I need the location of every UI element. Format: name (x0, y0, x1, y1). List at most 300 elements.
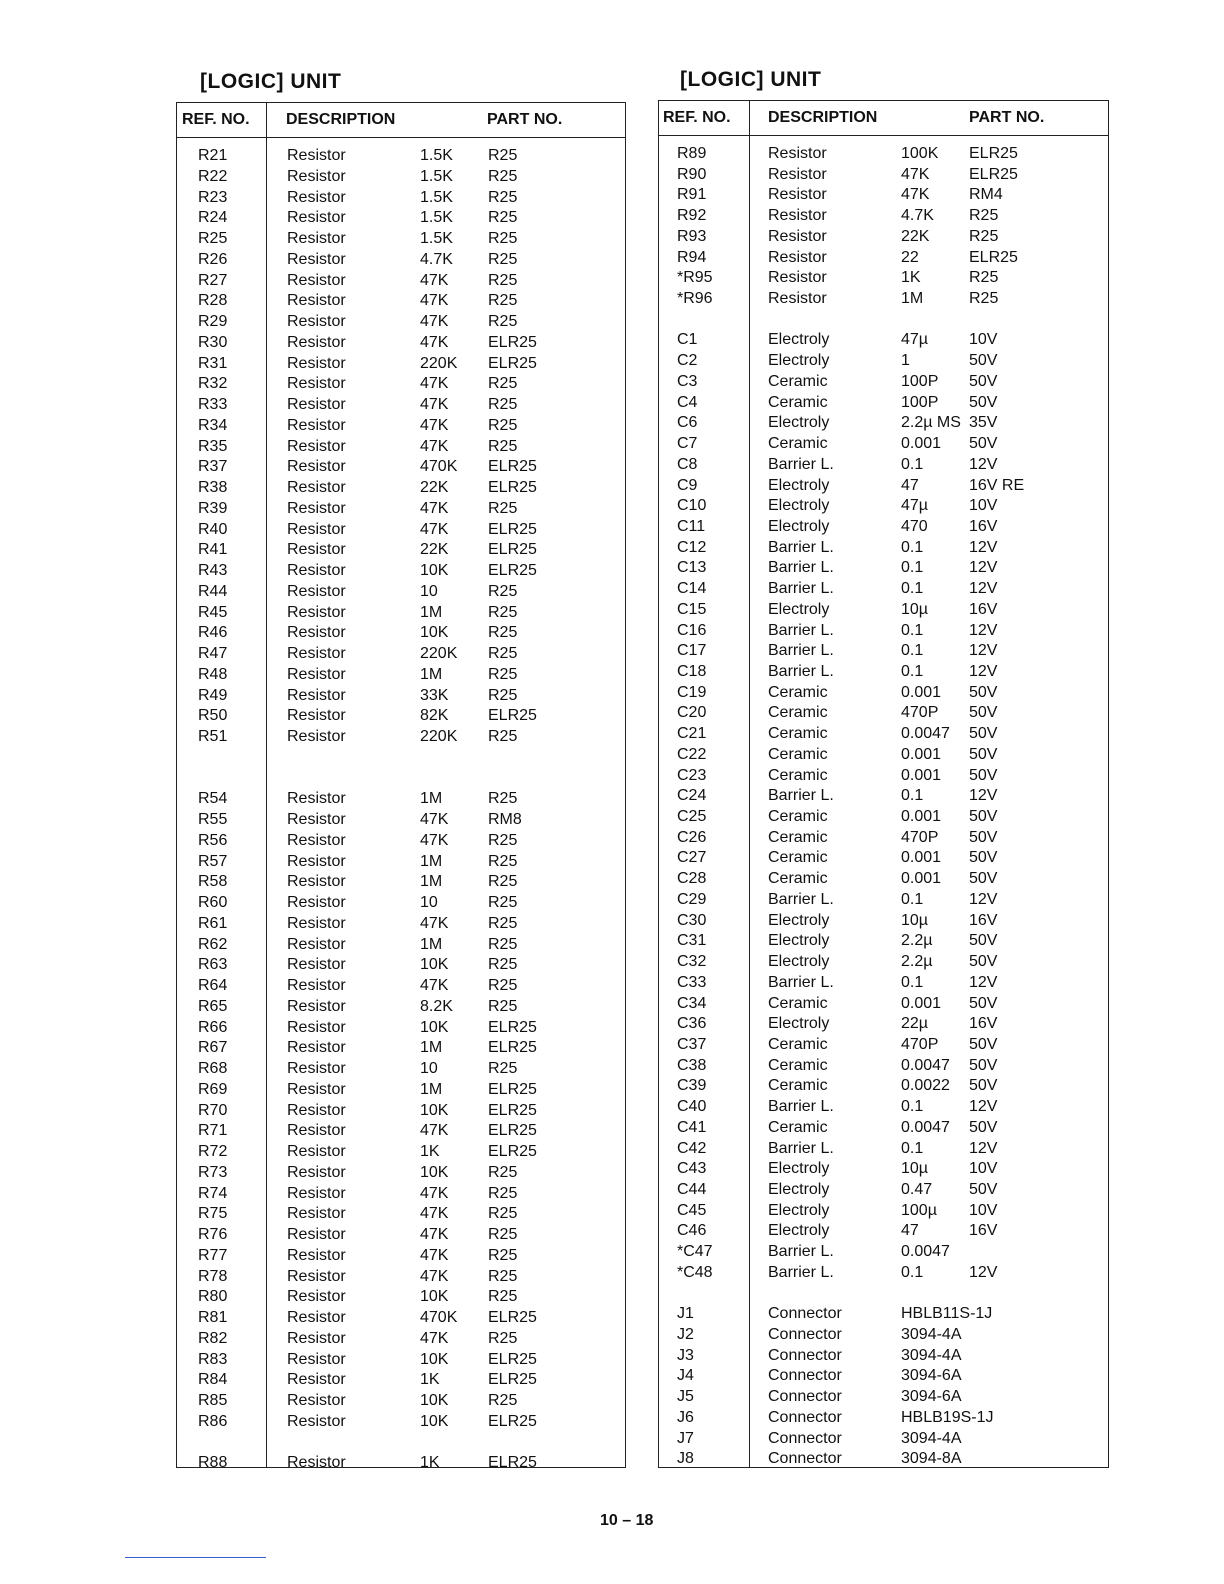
cell-part: ELR25 (488, 1018, 537, 1036)
cell-part: ELR25 (488, 333, 537, 351)
cell-part: R25 (488, 1329, 518, 1347)
cell-part: 50V (969, 435, 998, 453)
cell-value: 10 (420, 894, 438, 911)
cell-part: R25 (488, 852, 518, 870)
cell-part: 12V (969, 787, 998, 805)
cell-ref: R74 (198, 1184, 228, 1202)
cell-description: Resistor (287, 562, 346, 579)
table-row (659, 766, 1108, 786)
cell-ref: R39 (198, 499, 228, 517)
cell-value: 1M (420, 665, 443, 683)
left-section-title: [LOGIC] UNIT (200, 70, 342, 93)
cell-ref: C10 (677, 497, 707, 515)
table-row (659, 952, 1108, 972)
table-row (177, 686, 625, 706)
cell-ref: R60 (198, 894, 228, 911)
cell-part: 50V (969, 932, 998, 950)
cell-value: 100P (901, 393, 939, 411)
cell-value: 47K (420, 1184, 449, 1202)
cell-part: R25 (488, 582, 518, 600)
cell-ref: C40 (677, 1098, 707, 1116)
cell-value: 47 (901, 476, 919, 494)
cell-value: 0.1 (901, 1263, 924, 1281)
cell-value: 0.001 (901, 435, 942, 453)
cell-description: Resistor (287, 1143, 346, 1160)
cell-ref: R92 (677, 207, 707, 225)
cell-description: Barrier L. (768, 455, 834, 473)
cell-ref: C31 (677, 932, 707, 950)
cell-part: ELR25 (488, 1371, 537, 1389)
cell-value: 100µ (901, 1201, 937, 1219)
table-row (177, 1308, 625, 1328)
cell-ref: R21 (198, 147, 228, 164)
cell-value: 10K (420, 956, 449, 974)
cell-description: Resistor (287, 914, 346, 932)
cell-part: ELR25 (488, 1122, 537, 1140)
cell-ref: C45 (677, 1201, 707, 1219)
cell-description: Resistor (287, 603, 346, 621)
cell-ref: C29 (677, 890, 707, 908)
cell-value: 0.1 (901, 621, 924, 639)
cell-description: Ceramic (768, 828, 828, 846)
cell-description: Electroly (768, 600, 830, 618)
cell-description: Resistor (287, 458, 346, 476)
table-row (659, 1097, 1108, 1117)
cell-value: 0.1 (901, 642, 924, 660)
cell-value: 10 (420, 1060, 438, 1077)
cell-ref: R64 (198, 977, 228, 994)
table-row (177, 520, 625, 540)
cell-description: Resistor (768, 186, 827, 204)
cell-value: 10µ (901, 1160, 929, 1178)
cell-ref: C24 (677, 787, 707, 805)
cell-ref: R43 (198, 562, 228, 579)
cell-description: Resistor (768, 227, 827, 245)
cell-description: Resistor (287, 147, 346, 164)
cell-ref: C22 (677, 745, 707, 763)
table-row (177, 955, 625, 975)
cell-value: 0.1 (901, 787, 924, 805)
cell-value: 10µ (901, 600, 929, 618)
table-row (659, 621, 1108, 641)
cell-ref: R31 (198, 354, 228, 372)
cell-description: Resistor (287, 686, 346, 704)
cell-ref: C23 (677, 766, 707, 784)
cell-description: Resistor (287, 624, 346, 642)
cell-ref: R68 (198, 1060, 228, 1077)
cell-value: 0.1 (901, 890, 924, 908)
table-row (177, 146, 625, 166)
table-row (659, 890, 1108, 910)
cell-value: 2.2µ (901, 953, 933, 971)
cell-ref: J2 (677, 1326, 694, 1344)
cell-description: Ceramic (768, 870, 828, 888)
table-row (177, 1204, 625, 1224)
cell-value: 47K (420, 499, 449, 517)
table-row (177, 188, 625, 208)
table-row (177, 997, 625, 1017)
cell-part: R25 (488, 1060, 518, 1077)
cell-value: 10µ (901, 911, 929, 929)
cell-value: 1M (420, 790, 443, 808)
table-row (177, 250, 625, 270)
left-header-ref: REF. NO. (182, 111, 250, 128)
cell-value: 1.5K (420, 147, 453, 164)
cell-part: R25 (488, 313, 518, 330)
cell-part: R25 (488, 1226, 518, 1243)
cell-part: R25 (488, 1288, 518, 1306)
cell-description: Electroly (768, 953, 830, 971)
cell-value: 0.001 (901, 870, 942, 888)
cell-part: 50V (969, 745, 998, 763)
cell-part: 12V (969, 455, 998, 473)
cell-value: 1M (420, 1080, 443, 1098)
cell-description: Resistor (287, 956, 346, 974)
cell-description: Resistor (287, 292, 346, 310)
cell-part: R25 (488, 790, 518, 808)
cell-part: 16V (969, 1222, 998, 1240)
cell-value: 3094-4A (901, 1429, 962, 1447)
cell-value: 470P (901, 704, 939, 722)
cell-ref: R47 (198, 645, 228, 662)
cell-ref: R26 (198, 250, 228, 268)
cell-part: ELR25 (969, 165, 1018, 183)
cell-part: R25 (488, 209, 518, 227)
cell-ref: C44 (677, 1181, 707, 1198)
cell-description: Electroly (768, 476, 830, 494)
cell-description: Connector (768, 1367, 842, 1385)
cell-value: HBLB11S-1J (901, 1305, 993, 1323)
cell-ref: R82 (198, 1329, 228, 1347)
table-row (659, 185, 1108, 205)
table-row (659, 1408, 1108, 1428)
table-row (659, 1346, 1108, 1366)
cell-description: Resistor (287, 1226, 346, 1243)
cell-ref: C3 (677, 372, 698, 390)
cell-part: R25 (969, 290, 999, 308)
cell-value: 1M (420, 1039, 443, 1057)
cell-ref: R72 (198, 1143, 228, 1160)
cell-value: 100K (901, 145, 939, 162)
cell-value: 4.7K (901, 207, 934, 225)
cell-description: Resistor (768, 248, 827, 266)
table-row (177, 333, 625, 353)
cell-value: 10K (420, 1101, 449, 1119)
table-row (659, 1429, 1108, 1449)
cell-value: 10K (420, 1163, 449, 1181)
table-row (659, 1304, 1108, 1324)
cell-ref: J7 (677, 1429, 694, 1447)
cell-part: R25 (488, 1205, 518, 1223)
cell-value: 1K (420, 1371, 440, 1389)
cell-part: 16V (969, 517, 998, 535)
table-row (177, 1163, 625, 1183)
cell-part: 10V (969, 1160, 998, 1178)
table-row (659, 994, 1108, 1014)
cell-description: Resistor (287, 396, 346, 413)
table-row (659, 393, 1108, 413)
right-table-header (659, 101, 1108, 136)
cell-description: Resistor (768, 290, 827, 308)
cell-part: R25 (488, 499, 518, 517)
cell-part: ELR25 (488, 1412, 537, 1430)
cell-part: ELR25 (488, 1350, 537, 1368)
cell-part: 10V (969, 331, 998, 349)
cell-ref: R84 (198, 1371, 228, 1389)
cell-description: Resistor (287, 1350, 346, 1368)
cell-description: Resistor (287, 1412, 346, 1430)
table-row (177, 665, 625, 685)
cell-ref: C14 (677, 580, 707, 598)
cell-part: 50V (969, 725, 998, 743)
cell-description: Connector (768, 1408, 842, 1426)
cell-part: R25 (488, 147, 518, 164)
table-row (177, 1370, 625, 1390)
cell-description: Resistor (287, 188, 346, 206)
cell-description: Resistor (287, 416, 346, 434)
cell-value: 4.7K (420, 250, 453, 268)
cell-part: 50V (969, 352, 998, 370)
table-row (177, 167, 625, 187)
table-row (659, 268, 1108, 288)
cell-value: 3094-8A (901, 1450, 962, 1468)
cell-description: Resistor (287, 935, 346, 953)
cell-part: R25 (488, 250, 518, 268)
cell-ref: R77 (198, 1246, 228, 1264)
cell-value: 47K (420, 1246, 449, 1264)
cell-value: 10 (420, 582, 438, 600)
cell-description: Resistor (287, 479, 346, 496)
table-row (659, 1201, 1108, 1221)
cell-value: 220K (420, 728, 458, 745)
cell-description: Ceramic (768, 725, 828, 743)
cell-description: Electroly (768, 331, 830, 349)
table-row (177, 437, 625, 457)
table-row (177, 1433, 625, 1453)
table-row (177, 1350, 625, 1370)
cell-ref: C17 (677, 642, 707, 660)
cell-part: R25 (969, 227, 999, 245)
cell-part: R25 (488, 624, 518, 642)
cell-part: R25 (488, 1246, 518, 1264)
cell-value: 1M (420, 873, 443, 891)
cell-description: Resistor (287, 167, 346, 185)
table-row (177, 623, 625, 643)
cell-value: HBLB19S-1J (901, 1408, 994, 1426)
cell-ref: R54 (198, 790, 228, 808)
cell-value: 82K (420, 707, 449, 725)
table-row (177, 769, 625, 789)
cell-value: 47K (420, 1226, 449, 1243)
cell-part: R25 (969, 269, 999, 287)
table-row (659, 227, 1108, 247)
table-row (659, 434, 1108, 454)
cell-ref: C37 (677, 1035, 707, 1053)
cell-ref: J4 (677, 1367, 694, 1385)
cell-part: ELR25 (488, 562, 537, 579)
cell-description: Ceramic (768, 704, 828, 722)
table-row (177, 727, 625, 747)
cell-description: Ceramic (768, 745, 828, 763)
right-header-part: PART NO. (969, 109, 1045, 126)
cell-description: Connector (768, 1450, 842, 1468)
table-row (177, 872, 625, 892)
cell-part: 12V (969, 1139, 998, 1157)
cell-description: Resistor (287, 271, 346, 289)
table-row (177, 457, 625, 477)
cell-description: Electroly (768, 1201, 830, 1219)
cell-description: Resistor (287, 831, 346, 849)
cell-part: 12V (969, 559, 998, 577)
cell-description: Resistor (287, 499, 346, 517)
table-row (659, 455, 1108, 475)
table-row (177, 603, 625, 623)
cell-description: Barrier L. (768, 642, 834, 660)
table-row (177, 1184, 625, 1204)
cell-ref: C12 (677, 538, 707, 556)
cell-ref: R90 (677, 165, 707, 183)
cell-ref: R70 (198, 1101, 228, 1119)
cell-part: 50V (969, 1118, 998, 1136)
table-row (659, 1014, 1108, 1034)
cell-description: Ceramic (768, 683, 828, 701)
cell-ref: C4 (677, 393, 698, 411)
table-row (659, 703, 1108, 723)
table-row (177, 1267, 625, 1287)
cell-value: 3094-6A (901, 1388, 962, 1406)
cell-description: Resistor (287, 1267, 346, 1285)
cell-value: 0.001 (901, 766, 942, 784)
cell-description: Resistor (287, 1122, 346, 1140)
cell-part: 50V (969, 704, 998, 722)
cell-description: Resistor (287, 209, 346, 227)
cell-description: Electroly (768, 1181, 830, 1198)
cell-part: 50V (969, 372, 998, 390)
cell-part: 10V (969, 497, 998, 515)
cell-description: Barrier L. (768, 559, 834, 577)
right-section-title: [LOGIC] UNIT (680, 68, 822, 91)
cell-description: Resistor (287, 1205, 346, 1223)
cell-ref: C8 (677, 455, 698, 473)
cell-part: 12V (969, 890, 998, 908)
table-row (659, 1180, 1108, 1200)
cell-description: Resistor (287, 852, 346, 870)
cell-ref: C27 (677, 849, 707, 867)
table-row (177, 1412, 625, 1432)
table-row (659, 579, 1108, 599)
cell-description: Resistor (287, 873, 346, 891)
cell-description: Resistor (287, 1371, 346, 1389)
cell-description: Ceramic (768, 766, 828, 784)
cell-part: R25 (488, 230, 518, 247)
cell-description: Electroly (768, 414, 830, 432)
cell-part: R25 (488, 603, 518, 621)
cell-description: Resistor (287, 1329, 346, 1347)
cell-value: 47K (420, 977, 449, 994)
table-row (177, 1329, 625, 1349)
cell-description: Resistor (287, 333, 346, 351)
cell-part: 50V (969, 994, 998, 1012)
cell-description: Barrier L. (768, 663, 834, 680)
cell-ref: C39 (677, 1077, 707, 1095)
footer-rule (125, 1557, 266, 1558)
table-row (659, 538, 1108, 558)
cell-value: 100P (901, 372, 939, 390)
cell-part: 12V (969, 580, 998, 598)
cell-value: 0.001 (901, 994, 942, 1012)
right-parts-table (658, 100, 1109, 1468)
cell-ref: *R96 (677, 290, 713, 308)
cell-ref: C21 (677, 725, 707, 743)
cell-description: Barrier L. (768, 580, 834, 598)
table-row (177, 416, 625, 436)
cell-part: 16V (969, 1015, 998, 1033)
table-row (659, 786, 1108, 806)
cell-ref: R69 (198, 1080, 228, 1098)
cell-part: R25 (488, 645, 518, 662)
cell-description: Electroly (768, 1015, 830, 1033)
cell-description: Resistor (287, 375, 346, 393)
table-row (659, 911, 1108, 931)
cell-value: 1M (901, 290, 924, 308)
cell-part: R25 (488, 935, 518, 953)
table-row (659, 1076, 1108, 1096)
cell-description: Ceramic (768, 994, 828, 1012)
table-row (177, 208, 625, 228)
table-row (659, 1325, 1108, 1345)
cell-part: ELR25 (488, 1454, 537, 1472)
cell-description: Resistor (287, 520, 346, 538)
cell-description: Ceramic (768, 1056, 828, 1074)
cell-ref: R25 (198, 230, 228, 247)
cell-value: 47K (420, 375, 449, 393)
cell-description: Barrier L. (768, 1243, 834, 1261)
cell-value: 47K (420, 313, 449, 330)
table-row (177, 976, 625, 996)
table-row (659, 1366, 1108, 1386)
cell-ref: C43 (677, 1160, 707, 1178)
right-header-ref: REF. NO. (663, 109, 731, 126)
cell-part: R25 (488, 1267, 518, 1285)
cell-ref: C11 (677, 517, 706, 535)
cell-part: 12V (969, 538, 998, 556)
cell-description: Resistor (287, 1246, 346, 1264)
cell-value: 0.0047 (901, 1118, 950, 1136)
cell-description: Resistor (287, 1392, 346, 1409)
cell-value: 0.1 (901, 580, 924, 598)
cell-ref: C9 (677, 476, 698, 494)
cell-ref: R28 (198, 292, 228, 310)
cell-ref: C32 (677, 953, 707, 971)
cell-value: 0.0022 (901, 1077, 950, 1095)
cell-value: 10K (420, 1018, 449, 1036)
table-row (659, 662, 1108, 682)
cell-description: Resistor (768, 165, 827, 183)
cell-description: Resistor (287, 665, 346, 683)
cell-value: 470K (420, 458, 458, 476)
cell-description: Barrier L. (768, 973, 834, 991)
cell-value: 0.0047 (901, 1056, 950, 1074)
cell-value: 220K (420, 645, 458, 662)
table-row (659, 248, 1108, 268)
cell-description: Ceramic (768, 808, 828, 826)
cell-part: R25 (488, 167, 518, 185)
cell-description: Resistor (287, 707, 346, 725)
cell-ref: J6 (677, 1408, 694, 1426)
cell-ref: R66 (198, 1018, 228, 1036)
table-row (659, 1284, 1108, 1304)
cell-part: R25 (488, 728, 518, 745)
